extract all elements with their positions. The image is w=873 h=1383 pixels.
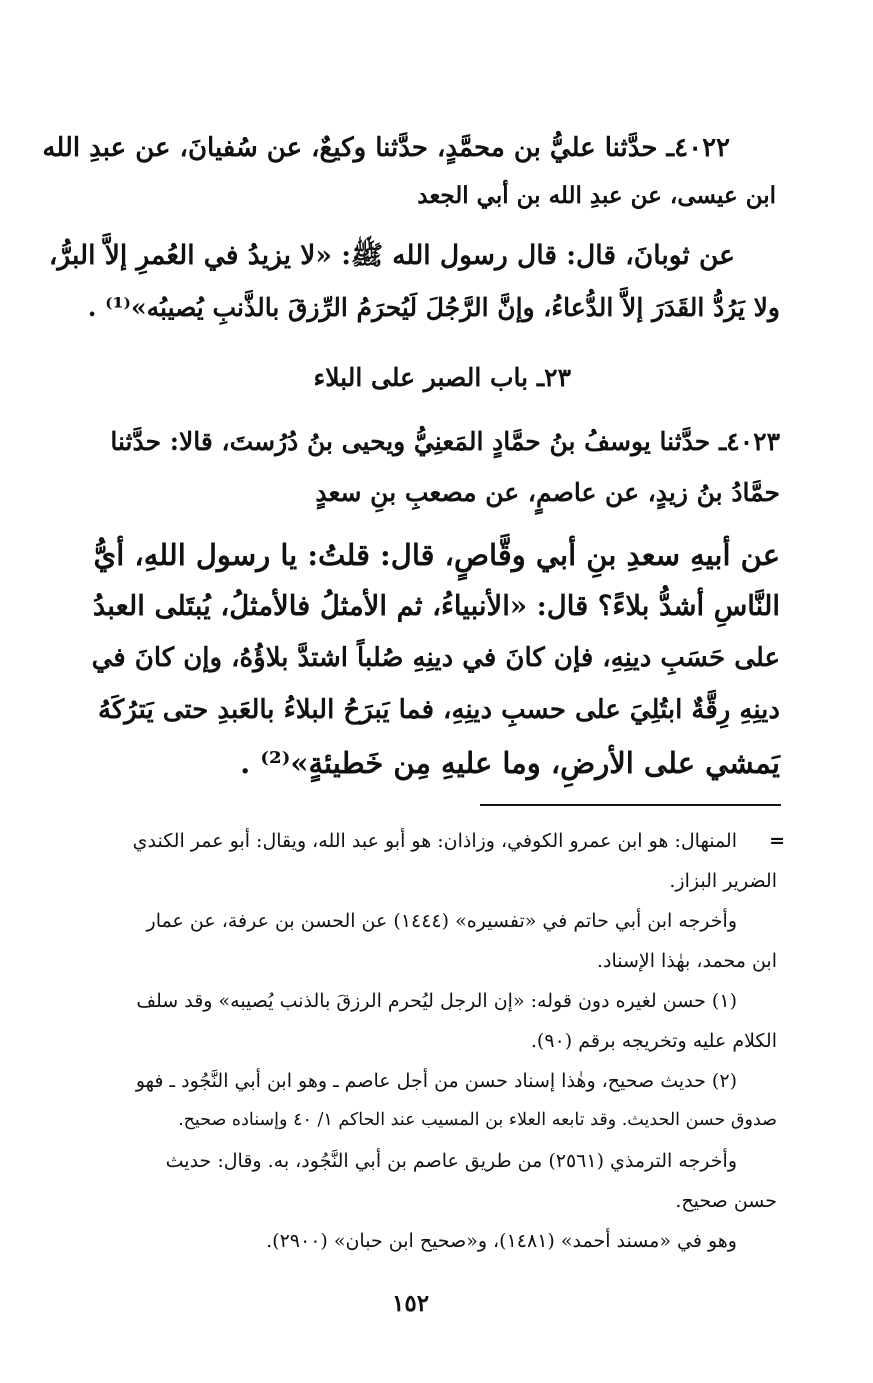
hadith-4022-isnad-line-1: ٤٠٢٢ـ حدَّثنا عليُّ بن محمَّدٍ، حدَّثنا وكيعٌ، عن سُفيانَ، عن عبدِ الله: [42, 133, 730, 163]
hadith-4023-isnad-line-2: حمَّادُ بنُ زيدٍ، عن عاصمٍ، عن مصعبِ بنِ سعدٍ: [315, 478, 780, 507]
hadith-4023-matn-line-2: النَّاسِ أشدُّ بلاءً؟ قال: «الأنبياءُ، ثم الأمثلُ فالأمثلُ، يُبتَلى العبدُ: [92, 590, 780, 622]
hadith-4023-matn-line-5: يَمشي على الأرضِ، وما عليهِ مِن خَطيئةٍ»⁽²⁾ .: [240, 746, 780, 780]
hadith-4023-matn-line-3: على حَسَبِ دينِهِ، فإن كانَ في دينِهِ صُلباً اشتدَّ بلاؤُهُ، وإن كانَ في: [91, 643, 780, 673]
footnote-line-10: حسن صحيح.: [675, 1190, 777, 1212]
chapter-heading: ٢٣ـ باب الصبر على البلاء: [313, 363, 571, 392]
footnote-line-1: المنهال: هو ابن عمرو الكوفي، وزاذان: هو أبو عبد الله، ويقال: أبو عمر الكندي: [132, 830, 737, 852]
hadith-4023-matn-line-4: دينِهِ رِقَّةٌ ابتُلِيَ على حسبِ دينِهِ، فما يَبرَحُ البلاءُ بالعَبدِ حتى يَترُكَهُ: [97, 695, 780, 725]
footnote-line-2: الضرير البزاز.: [669, 870, 777, 892]
hadith-4023-matn-line-1: عن أبيهِ سعدِ بنِ أبي وقَّاصٍ، قال: قلتُ: يا رسول اللهِ، أيُّ: [93, 538, 780, 572]
footnote-line-11: وهو في «مسند أحمد» (١٤٨١)، و«صحيح ابن حبان» (٢٩٠٠).: [266, 1230, 737, 1252]
page-number: ١٥٢: [392, 1290, 430, 1317]
footnote-line-8: صدوق حسن الحديث. وقد تابعه العلاء بن المسيب عند الحاكم ١/ ٤٠ وإسناده صحيح.: [178, 1110, 777, 1130]
hadith-4023-isnad-line-1: ٤٠٢٣ـ حدَّثنا يوسفُ بنُ حمَّادٍ المَعنِيُّ ويحيى بنُ دُرُستَ، قالا: حدَّثنا: [110, 427, 780, 456]
hadith-4022-matn-line-2: ولا يَرُدُّ القَدَرَ إلاَّ الدُّعاءُ، وإنَّ الرَّجُلَ لَيُحرَمُ الرِّزقَ بالذَّنبِ يُصيبُه»⁽¹⁾ .: [87, 293, 780, 322]
hadith-4022-isnad-line-2: ابن عيسى، عن عبدِ الله بن أبي الجعد: [417, 182, 776, 209]
footnote-line-7: (٢) حديث صحيح، وهٰذا إسناد حسن من أجل عاصم ـ وهو ابن أبي النَّجُود ـ فهو: [135, 1070, 737, 1092]
footnote-line-4: ابن محمد، بهٰذا الإسناد.: [596, 950, 777, 972]
footnote-continuation-mark: =: [769, 830, 785, 852]
footnote-line-6: الكلام عليه وتخريجه برقم (٩٠).: [530, 1030, 777, 1052]
footnote-separator: [480, 804, 781, 806]
footnote-line-3: وأخرجه ابن أبي حاتم في «تفسيره» (١٤٤٤) عن الحسن بن عرفة، عن عمار: [146, 910, 737, 932]
hadith-4022-matn-line-1: عن ثوبانَ، قال: قال رسول الله ﷺ: «لا يزيدُ في العُمرِ إلاَّ البرُّ،: [48, 240, 735, 271]
footnote-line-5: (١) حسن لغيره دون قوله: «إن الرجل ليُحرم الرزقَ بالذنب يُصيبه» وقد سلف: [136, 990, 737, 1012]
footnote-line-9: وأخرجه الترمذي (٢٥٦١) من طريق عاصم بن أبي النَّجُود، به. وقال: حديث: [165, 1150, 737, 1172]
